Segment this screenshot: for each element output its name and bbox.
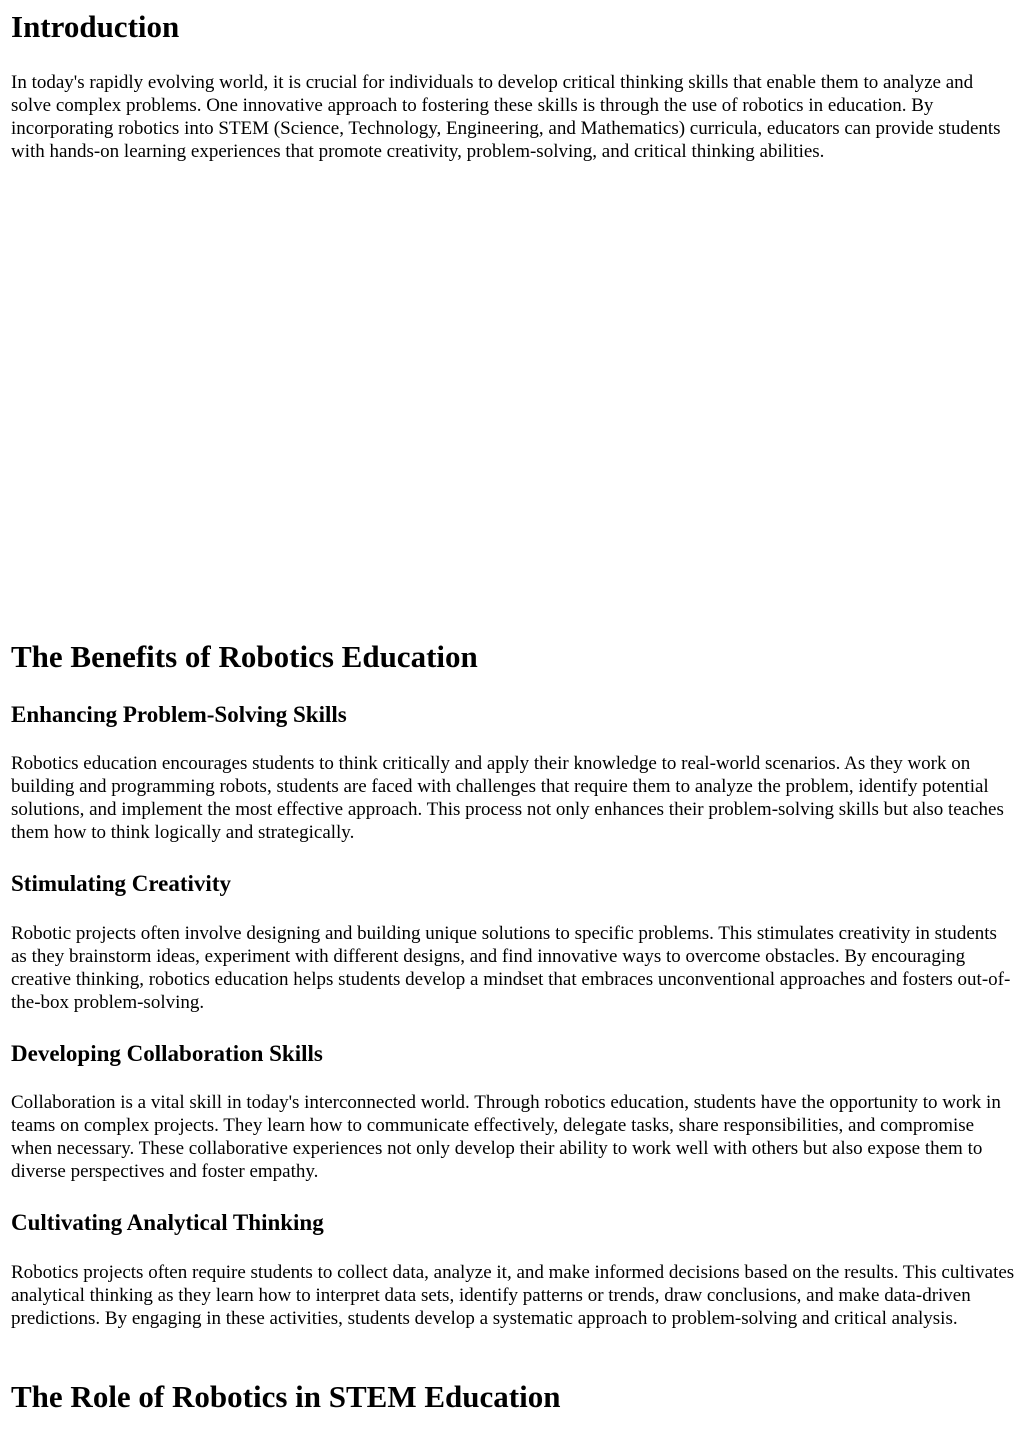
problem-solving-paragraph: Robotics education encourages students to think critically and apply their knowledge to real-world scenarios. As they work on building and programming robots, students are faced with challenges that require them to analyze the problem, identify potential solutions, and implement the most effective approach. This process not only enhances their problem-solving skills but also teaches them how to think logically and strategically. [11, 753, 1004, 843]
introduction-paragraph: In today's rapidly evolving world, it is crucial for individuals to develop critical thinking skills that enable them to analyze and solve complex problems. One innovative approach to fostering these skills is through the use of robotics in education. By incorporating robotics into STEM (Science, Technology, Engineering, and Mathematics) curricula, educators can provide students with hands-on learning experiences that promote creativity, problem-solving, and critical thinking abilities. [11, 72, 1001, 162]
creativity-paragraph: Robotic projects often involve designing and building unique solutions to specific problems. This stimulates creativity in students as they brainstorm ideas, experiment with different designs, and find innovative ways to overcome obstacles. By encouraging creative thinking, robotics education helps students develop a mindset that embraces unconventional approaches and fosters out-of-the-box problem-solving. [11, 923, 1011, 1013]
analytical-heading: Cultivating Analytical Thinking [11, 1210, 324, 1235]
creativity-heading: Stimulating Creativity [11, 871, 231, 896]
collaboration-heading: Developing Collaboration Skills [11, 1041, 323, 1066]
stem-role-heading: The Role of Robotics in STEM Education [11, 1379, 561, 1414]
introduction-heading: Introduction [11, 9, 180, 44]
problem-solving-heading: Enhancing Problem-Solving Skills [11, 702, 347, 727]
analytical-paragraph: Robotics projects often require students to collect data, analyze it, and make informed decisions based on the results. This cultivates analytical thinking as they learn how to interpret data sets, identify patterns or trends, draw conclusions, and make data-driven predictions. By engaging in these activities, students develop a systematic approach to problem-solving and critical analysis. [11, 1262, 1015, 1329]
collaboration-paragraph: Collaboration is a vital skill in today's interconnected world. Through robotics education, students have the opportunity to work in teams on complex projects. They learn how to communicate effectively, delegate tasks, share responsibilities, and compromise when necessary. These collaborative experiences not only develop their ability to work well with others but also expose them to diverse perspectives and foster empathy. [11, 1092, 1001, 1182]
benefits-heading: The Benefits of Robotics Education [11, 639, 478, 674]
blank-spacer [0, 190, 1024, 630]
